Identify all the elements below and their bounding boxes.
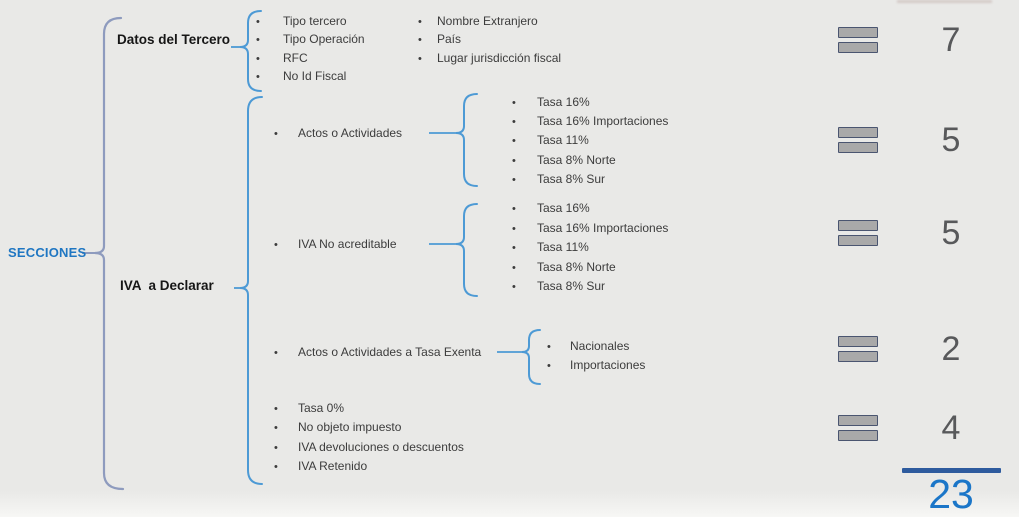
list-item: • No objeto impuesto xyxy=(274,418,464,437)
bullet-icon: • xyxy=(512,154,516,167)
stacked-panels-icon xyxy=(838,127,878,153)
panel-bar xyxy=(838,415,878,426)
panel-bar xyxy=(838,235,878,246)
list-item: • Tasa 16% Importaciones xyxy=(512,112,668,131)
list-item: • Nombre Extranjero xyxy=(418,13,561,31)
tasa-list-actos xyxy=(512,93,668,189)
list-item: • País xyxy=(418,31,561,49)
list-item: • Tasa 11% xyxy=(512,131,668,150)
brace-iva-declarar xyxy=(240,97,262,484)
bullet-icon: • xyxy=(418,52,422,65)
list-item: • Tasa 8% Sur xyxy=(512,170,668,189)
list-item: • Tasa 16% Importaciones xyxy=(512,219,668,239)
bullet-icon: • xyxy=(274,347,278,359)
bullet-icon: • xyxy=(274,403,278,415)
brace-tasa-exenta xyxy=(522,330,540,384)
count-tasa-exenta: 2 xyxy=(941,330,961,368)
panel-bar xyxy=(838,127,878,138)
list-item: • Lugar jurisdicción fiscal xyxy=(418,50,561,68)
list-item: • Tasa 8% Norte xyxy=(512,258,668,278)
count-actos-actividades: 5 xyxy=(941,121,961,159)
panel-bar xyxy=(838,142,878,153)
list-item: • Tasa 16% xyxy=(512,199,668,219)
count-iva-no-acreditable: 5 xyxy=(941,214,961,252)
bullet-icon: • xyxy=(274,441,278,454)
datos-tercero-list-col1 xyxy=(256,13,365,87)
brace-iva-no-acreditable xyxy=(456,204,477,296)
cropped-artifact xyxy=(897,0,992,3)
bullet-icon: • xyxy=(512,173,516,186)
list-item: • IVA No acreditable xyxy=(274,237,397,251)
panel-bar xyxy=(838,220,878,231)
subsection-tasa-exenta xyxy=(274,344,481,361)
bullet-icon: • xyxy=(512,116,516,129)
panel-bar xyxy=(838,27,878,38)
bullet-icon: • xyxy=(512,261,516,274)
bullet-icon: • xyxy=(274,239,278,251)
count-datos-tercero: 7 xyxy=(941,21,961,59)
bullet-icon: • xyxy=(256,71,260,84)
stacked-panels-icon xyxy=(838,27,878,53)
bullet-icon: • xyxy=(547,360,551,372)
section-label-datos-del-tercero: Datos del Tercero xyxy=(117,32,231,47)
panel-bar xyxy=(838,430,878,441)
list-item: • Tasa 8% Norte xyxy=(512,151,668,170)
list-item: • IVA Retenido xyxy=(274,457,464,476)
tasa-list-iva-no-acreditable xyxy=(512,199,668,297)
exenta-list xyxy=(547,337,645,375)
bullet-icon: • xyxy=(547,341,551,353)
list-item: • Nacionales xyxy=(547,337,645,356)
bullet-icon: • xyxy=(274,128,278,140)
list-item: • RFC xyxy=(256,50,365,68)
root-label-secciones: SECCIONES xyxy=(8,245,87,260)
list-item: • Tasa 11% xyxy=(512,238,668,258)
bullet-icon: • xyxy=(274,461,278,474)
brace-actos-actividades xyxy=(456,94,477,186)
subsection-iva-no-acreditable xyxy=(274,236,397,253)
list-item: • Tipo Operación xyxy=(256,31,365,49)
bottom-list xyxy=(274,399,464,477)
section-label-iva-a-declarar: IVA a Declarar xyxy=(120,278,214,293)
bullet-icon: • xyxy=(512,281,516,294)
bullet-icon: • xyxy=(512,203,516,215)
list-item: • Tasa 8% Sur xyxy=(512,277,668,297)
stacked-panels-icon xyxy=(838,336,878,362)
total-count: 23 xyxy=(928,471,974,517)
stacked-panels-icon xyxy=(838,220,878,246)
list-item: • Actos o Actividades a Tasa Exenta xyxy=(274,345,482,359)
bullet-icon: • xyxy=(418,34,422,47)
bullet-icon: • xyxy=(256,52,260,65)
bullet-icon: • xyxy=(512,97,516,109)
bullet-icon: • xyxy=(512,135,516,148)
count-bottom-list: 4 xyxy=(941,409,961,447)
bullet-icon: • xyxy=(256,34,260,47)
datos-tercero-list-col2 xyxy=(418,13,561,68)
panel-bar xyxy=(838,336,878,347)
bullet-icon: • xyxy=(274,422,278,435)
list-item: • Tasa 0% xyxy=(274,399,464,418)
bullet-icon: • xyxy=(256,16,260,28)
list-item: • Importaciones xyxy=(547,356,645,375)
bullet-icon: • xyxy=(512,222,516,235)
bullet-icon: • xyxy=(418,16,422,28)
list-item: • Tipo tercero xyxy=(256,13,365,31)
list-item: • IVA devoluciones o descuentos xyxy=(274,438,464,457)
panel-bar xyxy=(838,351,878,362)
stacked-panels-icon xyxy=(838,415,878,441)
bullet-icon: • xyxy=(512,242,516,255)
brace-secciones xyxy=(95,18,123,489)
list-item: • No Id Fiscal xyxy=(256,68,365,86)
subsection-actos-actividades xyxy=(274,125,402,142)
panel-bar xyxy=(838,42,878,53)
list-item: • Actos o Actividades xyxy=(274,126,403,140)
list-item: • Tasa 16% xyxy=(512,93,668,112)
